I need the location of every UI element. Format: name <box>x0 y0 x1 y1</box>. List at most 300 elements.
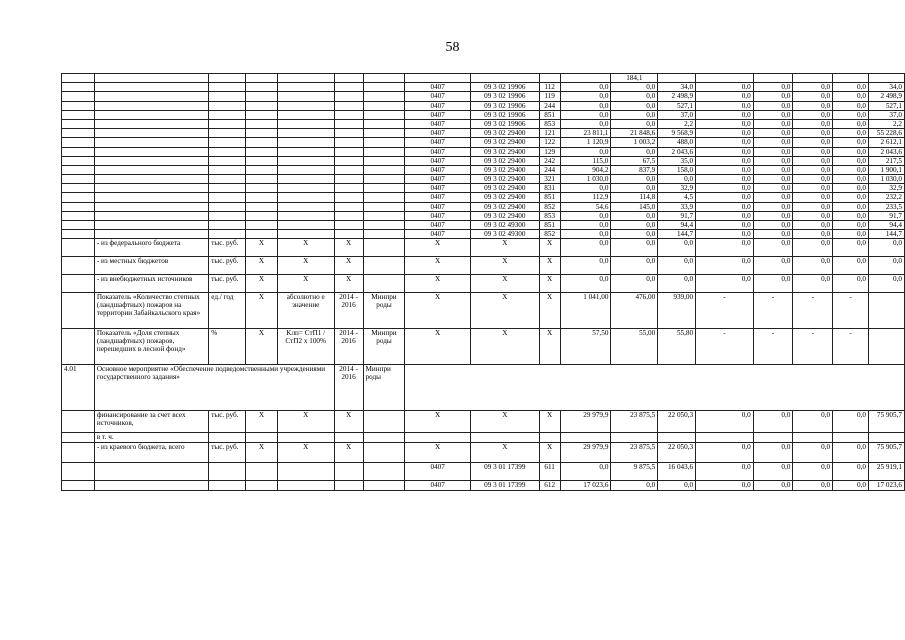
empty-cell <box>334 74 363 83</box>
empty-cell <box>209 83 246 92</box>
table-cell: 0407 <box>405 165 471 174</box>
table-cell: 112,9 <box>560 193 611 202</box>
table-cell: 0,0 <box>611 184 658 193</box>
table-cell: X <box>539 275 560 293</box>
empty-cell <box>277 433 334 442</box>
table-cell: 0,0 <box>611 175 658 184</box>
table-cell: 114,8 <box>611 193 658 202</box>
budget-table <box>61 73 905 491</box>
table-cell: 0,0 <box>833 221 869 230</box>
empty-cell <box>94 462 208 480</box>
empty-cell <box>62 184 95 193</box>
unit: тыс. руб. <box>209 239 246 257</box>
table-cell: 852 <box>539 230 560 239</box>
empty-cell <box>246 92 278 101</box>
table-cell: X <box>246 411 278 433</box>
empty-cell <box>62 433 95 442</box>
empty-cell <box>658 433 696 442</box>
empty-cell <box>277 147 334 156</box>
table-cell: 0,0 <box>753 156 793 165</box>
source-label: - из местных бюджетов <box>94 257 208 275</box>
empty-cell <box>246 138 278 147</box>
empty-cell <box>62 480 95 490</box>
table-cell: тыс. руб. <box>209 411 246 433</box>
empty-cell <box>363 101 405 110</box>
table-cell: 1 003,2 <box>611 138 658 147</box>
table-cell: 0,0 <box>833 165 869 174</box>
empty-cell <box>62 101 95 110</box>
table-cell: 57,50 <box>560 329 611 365</box>
table-cell: 0,0 <box>833 442 869 462</box>
table-cell: 0,0 <box>696 129 754 138</box>
table-row <box>62 329 905 365</box>
table-cell: 0,0 <box>696 101 754 110</box>
table-cell: 0,0 <box>611 239 658 257</box>
table-cell: 0,0 <box>560 239 611 257</box>
empty-cell <box>246 110 278 119</box>
table-cell: 0,0 <box>611 119 658 128</box>
empty-cell <box>246 462 278 480</box>
table-cell: 0407 <box>405 138 471 147</box>
table-cell: 0,0 <box>611 101 658 110</box>
table-cell: 0,0 <box>753 221 793 230</box>
table-cell: 17 023,6 <box>560 480 611 490</box>
empty-cell <box>209 110 246 119</box>
table-cell: X <box>246 239 278 257</box>
table-cell: 527,1 <box>658 101 696 110</box>
table-cell: X <box>246 275 278 293</box>
table-cell: 0,0 <box>696 83 754 92</box>
table-cell: 0,0 <box>696 411 754 433</box>
table-cell: X <box>405 442 471 462</box>
table-cell: 0,0 <box>793 221 833 230</box>
empty-cell <box>209 101 246 110</box>
table-cell: X <box>539 411 560 433</box>
table-cell: 0407 <box>405 230 471 239</box>
empty-cell <box>209 119 246 128</box>
table-cell: 476,00 <box>611 293 658 329</box>
table-cell: 09 3 02 19906 <box>470 101 539 110</box>
empty-cell <box>334 230 363 239</box>
table-cell: 1 030,0 <box>868 175 904 184</box>
table-cell: 23 875,5 <box>611 411 658 433</box>
table-cell: 0,0 <box>696 165 754 174</box>
table-cell: 23 811,1 <box>560 129 611 138</box>
empty-cell <box>209 147 246 156</box>
table-cell: 0,0 <box>696 239 754 257</box>
table-cell: 0,0 <box>833 156 869 165</box>
table-cell: 2,2 <box>658 119 696 128</box>
table-cell: 0,0 <box>753 138 793 147</box>
table-cell: X <box>334 239 363 257</box>
table-cell: 94,4 <box>868 221 904 230</box>
empty-cell <box>334 147 363 156</box>
table-cell: 67,5 <box>611 156 658 165</box>
empty-cell <box>209 165 246 174</box>
table-cell: 611 <box>539 462 560 480</box>
empty-cell <box>62 156 95 165</box>
empty-cell <box>363 110 405 119</box>
empty-cell <box>405 365 905 411</box>
table-cell: 853 <box>539 211 560 220</box>
empty-cell <box>62 230 95 239</box>
table-cell: 904,2 <box>560 165 611 174</box>
table-row <box>62 275 905 293</box>
table-cell: 0,0 <box>753 211 793 220</box>
table-cell: 09 3 02 29400 <box>470 165 539 174</box>
table-cell: 0,0 <box>611 211 658 220</box>
table-row <box>62 257 905 275</box>
table-cell: 1 900,1 <box>868 165 904 174</box>
table-cell: X <box>246 329 278 365</box>
table-cell: 0,0 <box>696 230 754 239</box>
table-cell: 0,0 <box>753 92 793 101</box>
empty-cell <box>94 480 208 490</box>
table-cell: 831 <box>539 184 560 193</box>
table-cell: 0,0 <box>560 101 611 110</box>
empty-cell <box>868 433 904 442</box>
empty-cell <box>277 83 334 92</box>
empty-cell <box>363 433 405 442</box>
empty-cell <box>363 83 405 92</box>
empty-cell <box>62 193 95 202</box>
table-cell: X <box>277 442 334 462</box>
table-cell: 0,0 <box>793 462 833 480</box>
empty-cell <box>334 156 363 165</box>
table-cell: 29 979,9 <box>560 442 611 462</box>
table-row <box>62 462 905 480</box>
empty-cell <box>658 74 696 83</box>
table-cell: 0,0 <box>833 147 869 156</box>
table-row <box>62 293 905 329</box>
empty-cell <box>94 147 208 156</box>
table-cell: 2014 - 2016 <box>334 365 363 411</box>
empty-cell <box>277 119 334 128</box>
empty-cell <box>363 221 405 230</box>
table-cell: 0,0 <box>658 257 696 275</box>
table-cell: 0,0 <box>833 92 869 101</box>
table-cell: 0,0 <box>868 239 904 257</box>
table-cell: X <box>277 239 334 257</box>
table-cell: X <box>470 293 539 329</box>
empty-cell <box>363 193 405 202</box>
empty-cell <box>334 129 363 138</box>
table-row <box>62 92 905 101</box>
table-cell: X <box>246 293 278 329</box>
empty-cell <box>611 433 658 442</box>
empty-cell <box>363 480 405 490</box>
table-cell: 33,9 <box>658 202 696 211</box>
empty-cell <box>62 83 95 92</box>
table-cell: 0,0 <box>696 156 754 165</box>
table-cell: X <box>334 411 363 433</box>
table-cell: - <box>753 293 793 329</box>
empty-cell <box>277 165 334 174</box>
empty-cell <box>62 110 95 119</box>
table-cell: 0,0 <box>793 193 833 202</box>
table-cell: 612 <box>539 480 560 490</box>
empty-cell <box>696 74 754 83</box>
table-row <box>62 442 905 462</box>
table-cell: 0,0 <box>696 202 754 211</box>
table-cell: 0,0 <box>793 230 833 239</box>
empty-cell <box>334 138 363 147</box>
empty-cell <box>62 239 95 257</box>
unit: тыс. руб. <box>209 257 246 275</box>
table-cell: 0,0 <box>753 119 793 128</box>
table-cell: 144,7 <box>658 230 696 239</box>
empty-cell <box>363 129 405 138</box>
empty-cell <box>363 165 405 174</box>
empty-cell <box>246 175 278 184</box>
table-cell: 232,2 <box>868 193 904 202</box>
empty-cell <box>363 92 405 101</box>
table-cell: 0,0 <box>833 175 869 184</box>
empty-cell <box>833 433 869 442</box>
empty-cell <box>246 202 278 211</box>
empty-cell <box>94 193 208 202</box>
table-cell: 0,0 <box>793 119 833 128</box>
empty-cell <box>560 74 611 83</box>
table-cell: 0407 <box>405 83 471 92</box>
table-cell: 0,0 <box>753 239 793 257</box>
empty-cell <box>363 230 405 239</box>
table-cell: 837,9 <box>611 165 658 174</box>
empty-cell <box>209 156 246 165</box>
table-cell: X <box>277 411 334 433</box>
table-cell: 0,0 <box>833 275 869 293</box>
table-cell: 0,0 <box>793 257 833 275</box>
table-cell: 09 3 02 29400 <box>470 211 539 220</box>
empty-cell <box>246 101 278 110</box>
table-cell: X <box>405 257 471 275</box>
empty-cell <box>277 230 334 239</box>
table-cell: 244 <box>539 165 560 174</box>
table-row <box>62 156 905 165</box>
table-cell: 0,0 <box>658 175 696 184</box>
table-cell: 112 <box>539 83 560 92</box>
table-cell: 0,0 <box>560 184 611 193</box>
empty-cell <box>334 221 363 230</box>
empty-cell <box>246 184 278 193</box>
table-cell: 0,0 <box>560 221 611 230</box>
empty-cell <box>62 462 95 480</box>
empty-cell <box>62 119 95 128</box>
table-cell: 0,0 <box>833 202 869 211</box>
table-cell: 0,0 <box>753 462 793 480</box>
table-row <box>62 165 905 174</box>
table-cell: 2 612,1 <box>868 138 904 147</box>
empty-cell <box>246 193 278 202</box>
table-cell: - из краевого бюджета, всего <box>94 442 208 462</box>
table-row <box>62 230 905 239</box>
table-cell: 0,0 <box>793 101 833 110</box>
table-cell: 0,0 <box>793 480 833 490</box>
table-cell: финансирование за счет всех источников, <box>94 411 208 433</box>
table-cell: 0,0 <box>696 193 754 202</box>
table-cell: 0,0 <box>696 92 754 101</box>
table-cell: 0,0 <box>696 175 754 184</box>
table-cell: 0,0 <box>611 110 658 119</box>
empty-cell <box>246 480 278 490</box>
table-cell: 91,7 <box>868 211 904 220</box>
table-cell: 0,0 <box>560 257 611 275</box>
table-cell: 2014 - 2016 <box>334 329 363 365</box>
empty-cell <box>246 74 278 83</box>
table-row <box>62 202 905 211</box>
table-cell: X <box>539 239 560 257</box>
table-cell: 0,0 <box>611 275 658 293</box>
empty-cell <box>246 221 278 230</box>
table-cell: 9 875,5 <box>611 462 658 480</box>
table-cell: 0407 <box>405 119 471 128</box>
table-cell: 0,0 <box>658 480 696 490</box>
table-cell: 09 3 02 19906 <box>470 110 539 119</box>
table-cell: 0407 <box>405 211 471 220</box>
empty-cell <box>209 211 246 220</box>
empty-cell <box>363 156 405 165</box>
empty-cell <box>868 293 904 329</box>
table-row <box>62 365 905 411</box>
table-cell: 54,6 <box>560 202 611 211</box>
empty-cell <box>62 165 95 174</box>
table-cell: - <box>833 329 869 365</box>
table-cell: 852 <box>539 202 560 211</box>
table-cell: 0,0 <box>696 211 754 220</box>
table-row <box>62 411 905 433</box>
table-cell: 0,0 <box>833 110 869 119</box>
table-cell: 0,0 <box>560 119 611 128</box>
table-cell: 0407 <box>405 193 471 202</box>
empty-cell <box>246 83 278 92</box>
table-cell: 0,0 <box>696 147 754 156</box>
table-cell: 2,2 <box>868 119 904 128</box>
table-cell: X <box>470 442 539 462</box>
table-row <box>62 221 905 230</box>
table-cell: 119 <box>539 92 560 101</box>
table-cell: 158,0 <box>658 165 696 174</box>
empty-cell <box>334 165 363 174</box>
table-row <box>62 110 905 119</box>
table-cell: 0,0 <box>793 92 833 101</box>
table-cell: 23 875,5 <box>611 442 658 462</box>
table-cell: 0,0 <box>833 239 869 257</box>
table-cell: 244 <box>539 101 560 110</box>
table-cell: X <box>334 275 363 293</box>
empty-cell <box>62 175 95 184</box>
empty-cell <box>277 101 334 110</box>
table-cell: 0,0 <box>696 110 754 119</box>
empty-cell <box>209 193 246 202</box>
table-cell: % <box>209 329 246 365</box>
table-cell: 0,0 <box>611 92 658 101</box>
table-cell: Минпри роды <box>363 329 405 365</box>
empty-cell <box>94 156 208 165</box>
table-cell: 0407 <box>405 110 471 119</box>
table-cell: 0,0 <box>753 110 793 119</box>
table-cell: 1 041,00 <box>560 293 611 329</box>
table-cell: 0,0 <box>753 411 793 433</box>
table-cell: 0,0 <box>833 462 869 480</box>
empty-cell <box>277 221 334 230</box>
empty-cell <box>793 433 833 442</box>
empty-cell <box>62 202 95 211</box>
spacer-value: 184,1 <box>611 74 658 83</box>
empty-cell <box>94 211 208 220</box>
table-cell: 0,0 <box>793 202 833 211</box>
table-row <box>62 129 905 138</box>
table-cell: 0,0 <box>560 211 611 220</box>
empty-cell <box>470 433 539 442</box>
empty-cell <box>62 275 95 293</box>
table-cell: 0407 <box>405 462 471 480</box>
table-cell: 32,9 <box>868 184 904 193</box>
table-cell: - <box>696 293 754 329</box>
empty-cell <box>539 74 560 83</box>
table-cell: 122 <box>539 138 560 147</box>
empty-cell <box>833 74 869 83</box>
table-cell: X <box>246 257 278 275</box>
table-cell: 851 <box>539 110 560 119</box>
empty-cell <box>62 442 95 462</box>
table-cell: 0,0 <box>833 101 869 110</box>
empty-cell <box>334 119 363 128</box>
table-cell: 09 3 02 49300 <box>470 221 539 230</box>
empty-cell <box>868 74 904 83</box>
table-cell: 17 023,6 <box>868 480 904 490</box>
table-cell: 75 905,7 <box>868 411 904 433</box>
table-cell: 0,0 <box>560 83 611 92</box>
table-cell: X <box>334 257 363 275</box>
table-cell: 851 <box>539 221 560 230</box>
empty-cell <box>277 92 334 101</box>
table-row <box>62 101 905 110</box>
empty-cell <box>62 293 95 329</box>
table-cell: 115,0 <box>560 156 611 165</box>
table-cell: 22 050,3 <box>658 411 696 433</box>
table-cell: 0,0 <box>696 119 754 128</box>
table-cell: 09 3 02 29400 <box>470 156 539 165</box>
table-cell: - <box>696 329 754 365</box>
table-cell: 0407 <box>405 184 471 193</box>
empty-cell <box>94 165 208 174</box>
empty-cell <box>868 329 904 365</box>
table-cell: 09 3 02 29400 <box>470 147 539 156</box>
table-cell: 129 <box>539 147 560 156</box>
table-row <box>62 138 905 147</box>
table-cell: 0,0 <box>560 92 611 101</box>
table-row <box>62 480 905 490</box>
table-cell: 09 3 01 17399 <box>470 480 539 490</box>
empty-cell <box>94 221 208 230</box>
table-cell: 233,5 <box>868 202 904 211</box>
table-cell: 0,0 <box>753 480 793 490</box>
empty-cell <box>246 119 278 128</box>
table-cell: 0,0 <box>611 480 658 490</box>
empty-cell <box>363 442 405 462</box>
page-number: 58 <box>445 40 460 55</box>
table-cell: 2 498,9 <box>868 92 904 101</box>
table-cell: X <box>470 329 539 365</box>
table-cell: 0,0 <box>793 411 833 433</box>
incl-label: в т. ч. <box>94 433 208 442</box>
empty-cell <box>334 193 363 202</box>
empty-cell <box>277 193 334 202</box>
indicator-label: Показатель «Количество степных (ландшафтных) пожаров на территории Забайкальского края» <box>94 293 208 329</box>
table-row <box>62 239 905 257</box>
table-cell: 09 3 02 19906 <box>470 92 539 101</box>
empty-cell <box>696 433 754 442</box>
